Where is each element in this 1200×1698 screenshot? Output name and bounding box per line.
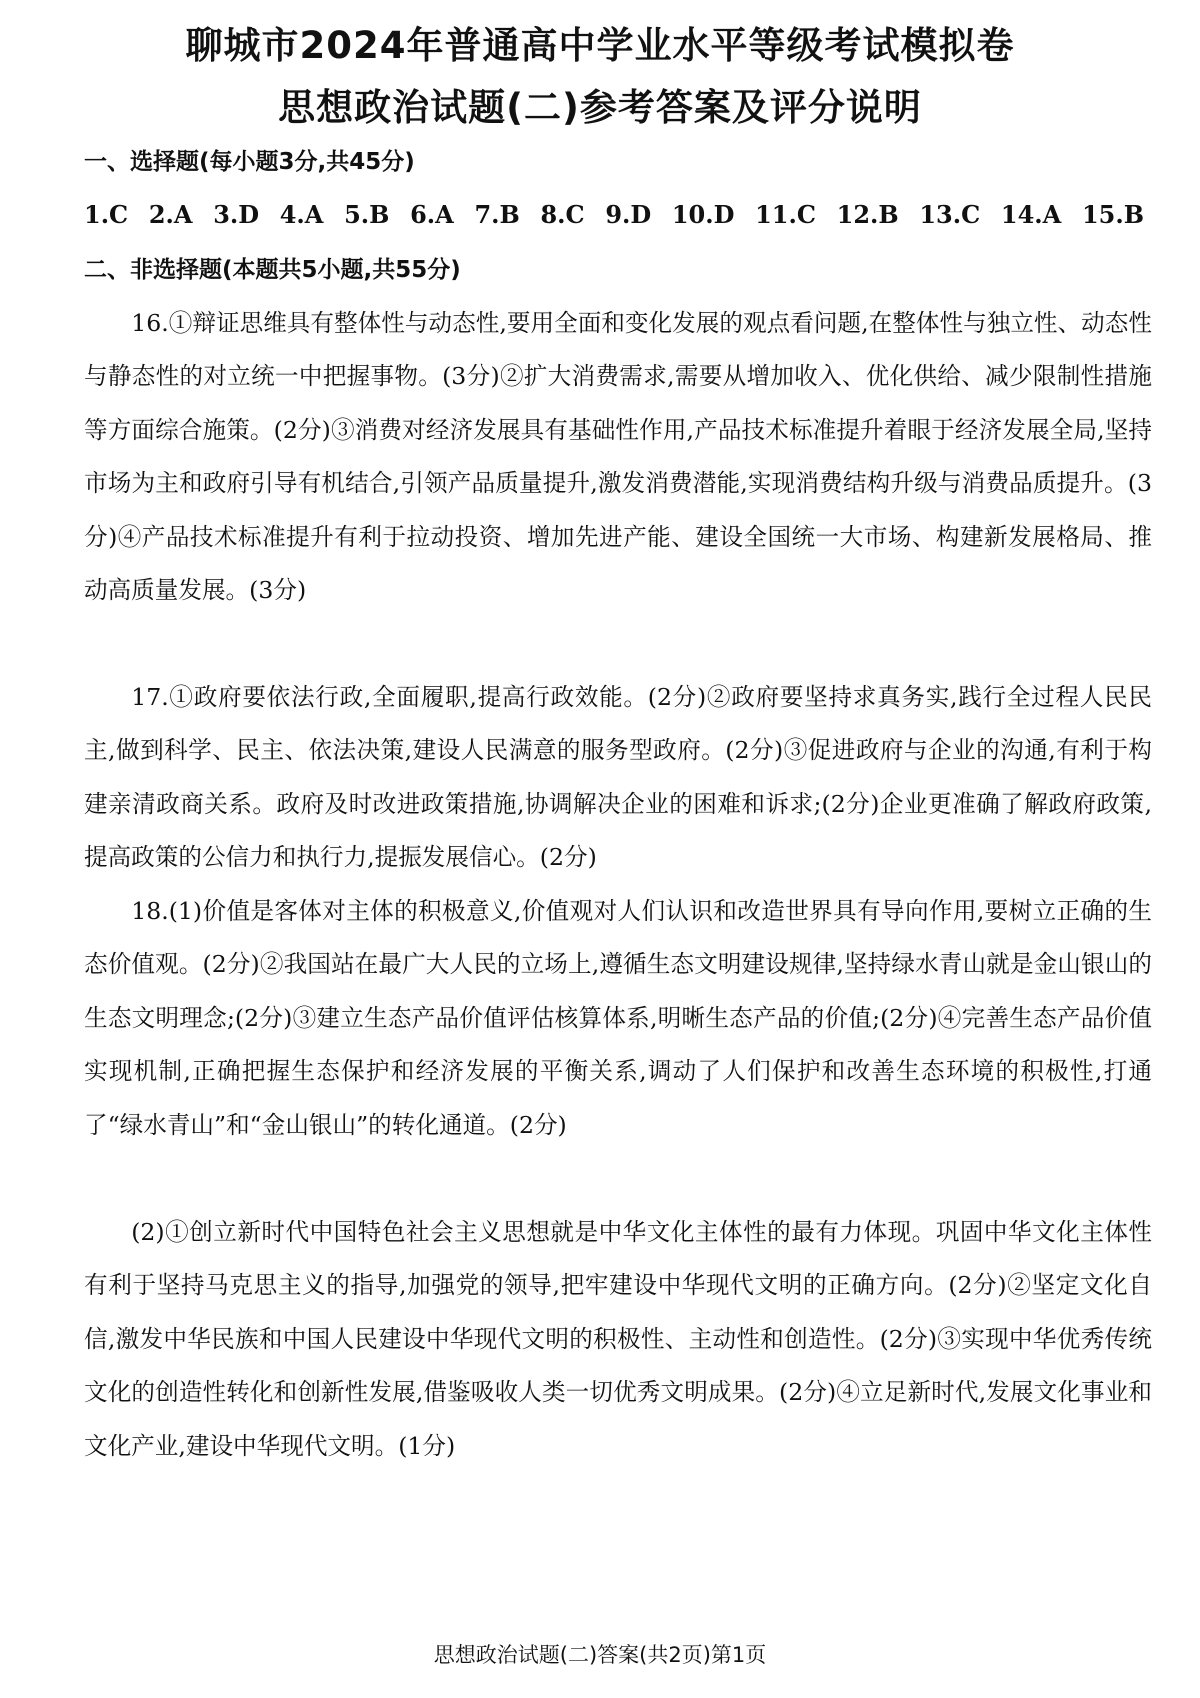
answer-item: 5.B (344, 200, 390, 229)
document-title-line2: 思想政治试题(二)参考答案及评分说明 (278, 86, 922, 129)
answer-item: 4.A (279, 200, 324, 229)
answer-item: 6.A (410, 200, 454, 229)
answer-item: 1.C (84, 200, 129, 229)
section-heading-multiple-choice: 一、选择题(每小题3分,共45分) (84, 149, 415, 175)
answer-question-17: 17.①政府要依法行政,全面履职,提高行政效能。(2分)②政府要坚持求真务实,践行全过程人民民主,做到科学、民主、依法决策,建设人民满意的服务型政府。(2分)③促进政府与企业的沟通,有利于构建亲清政商关系。政府及时改进政策措施,协调解决企业的困难和诉求;(2分)企业更准确了解政府政策,提高政策的公信力和执行力,提振发展信心。(2分) (84, 683, 1152, 872)
answer-item: 8.C (540, 200, 585, 229)
answer-question-18-part2: (2)①创立新时代中国特色社会主义思想就是中华文化主体性的最有力体现。巩固中华文化主体性有利于坚持马克思主义的指导,加强党的领导,把牢建设中华现代文明的正确方向。(2分)②坚定文化自信,激发中华民族和中国人民建设中华现代文明的积极性、主动性和创造性。(2分)③实现中华优秀传统文化的创造性转化和创新性发展,借鉴吸收人类一切优秀文明成果。(2分)④立足新时代,发展文化事业和文化产业,建设中华现代文明。(1分) (84, 1218, 1152, 1460)
multiple-choice-answers (84, 198, 1144, 232)
answer-item: 12.B (836, 200, 899, 229)
answer-item: 10.D (671, 200, 735, 229)
answer-item: 3.D (213, 200, 260, 229)
section-heading-non-multiple-choice: 二、非选择题(本题共5小题,共55分) (84, 257, 461, 283)
answer-item: 9.D (605, 200, 652, 229)
answer-item: 2.A (148, 200, 193, 229)
answer-question-18-part1: 18.(1)价值是客体对主体的积极意义,价值观对人们认识和改造世界具有导向作用,要树立正确的生态价值观。(2分)②我国站在最广大人民的立场上,遵循生态文明建设规律,坚持绿水青山就是金山银山的生态文明理念;(2分)③建立生态产品价值评估核算体系,明晰生态产品的价值;(2分)④完善生态产品价值实现机制,正确把握生态保护和经济发展的平衡关系,调动了人们保护和改善生态环境的积极性,打通了“绿水青山”和“金山银山”的转化通道。(2分) (84, 897, 1152, 1139)
page-footer: 思想政治试题(二)答案(共2页)第1页 (433, 1643, 767, 1667)
answer-item: 7.B (474, 200, 520, 229)
answer-item: 14.A (1000, 200, 1062, 229)
answer-item: 11.C (755, 200, 816, 229)
answer-question-16: 16.①辩证思维具有整体性与动态性,要用全面和变化发展的观点看问题,在整体性与独立性、动态性与静态性的对立统一中把握事物。(3分)②扩大消费需求,需要从增加收入、优化供给、减少限制性措施等方面综合施策。(2分)③消费对经济发展具有基础性作用,产品技术标准提升着眼于经济发展全局,坚持市场为主和政府引导有机结合,引领产品质量提升,激发消费潜能,实现消费结构升级与消费品质提升。(3分)④产品技术标准提升有利于拉动投资、增加先进产能、建设全国统一大市场、构建新发展格局、推动高质量发展。(3分) (84, 309, 1152, 605)
document-title-line1: 聊城市2024年普通高中学业水平等级考试模拟卷 (185, 24, 1015, 67)
answer-item: 15.B (1081, 200, 1144, 229)
answer-item: 13.C (919, 200, 981, 229)
